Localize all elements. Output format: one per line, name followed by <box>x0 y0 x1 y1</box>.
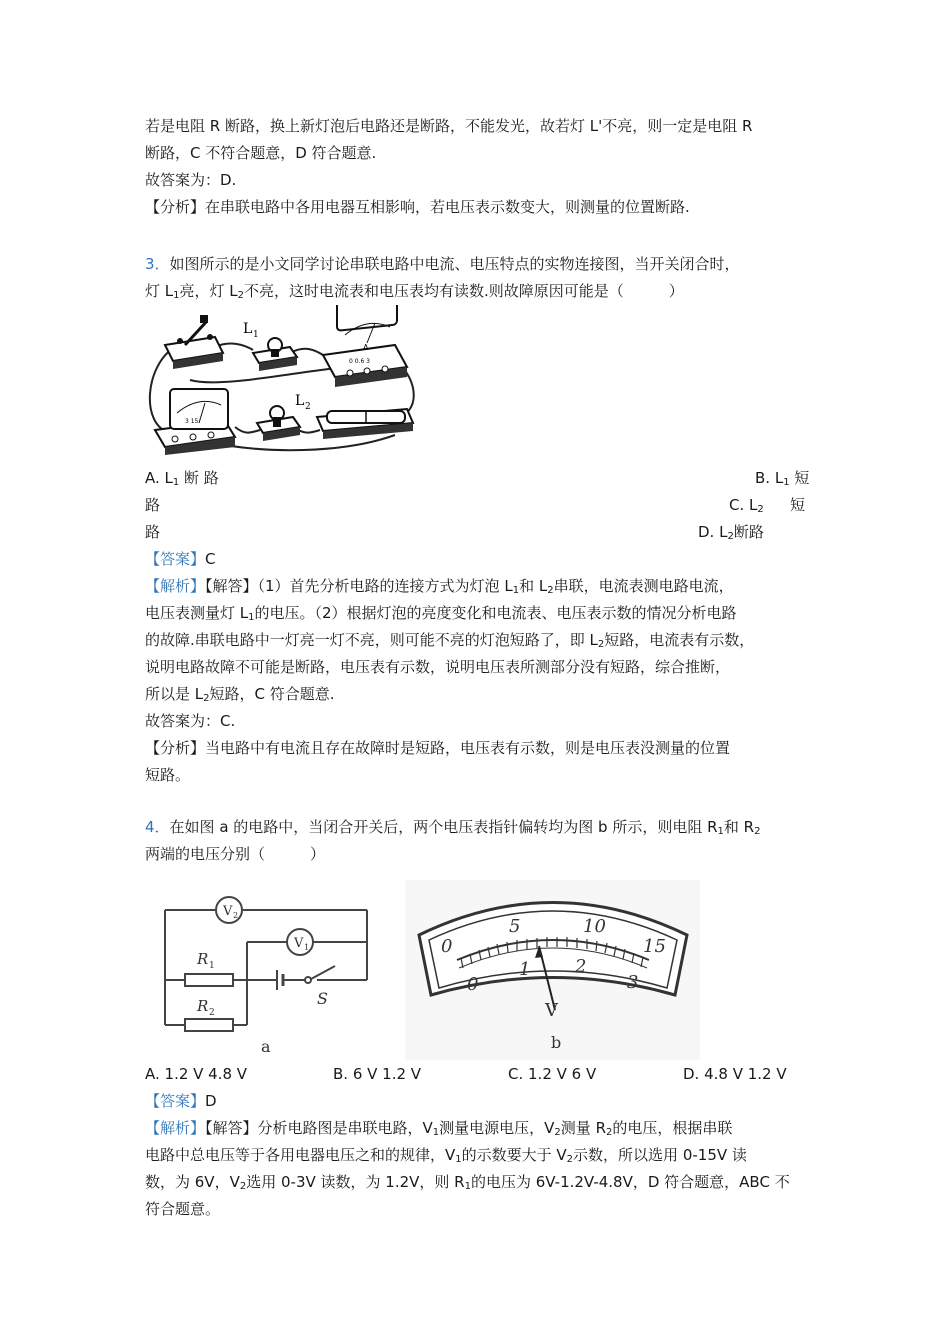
analysis-text: 电压表测量灯 L <box>145 604 249 622</box>
subscript: 2 <box>239 1181 247 1192</box>
subscript: 1 <box>783 477 790 488</box>
label-l2-sub: 2 <box>305 402 311 412</box>
question-4-stem-2: 两端的电压分别（ ） <box>145 845 326 863</box>
subscript: 1 <box>248 612 255 623</box>
label-l1-sub: 1 <box>253 330 259 340</box>
bottom-scale-label: 1 <box>519 959 531 980</box>
option-c-cont: 路 <box>145 523 161 541</box>
stem-text: 如图所示的是小文同学讨论串联电路中电流、电压特点的实物连接图，当开关闭合时， <box>169 255 740 273</box>
voltmeter-dial-b <box>405 880 700 1060</box>
battery-pack <box>317 409 413 439</box>
subscript: 1 <box>173 290 180 301</box>
option-text: 短 <box>789 469 810 487</box>
question-4-stem <box>145 817 760 837</box>
voltmeter <box>155 389 235 455</box>
analysis-text: 【解答】分析电路图是串联电路，V <box>205 1119 433 1137</box>
answer-value: D <box>205 1092 217 1110</box>
switch-s <box>305 966 335 1008</box>
subscript: 1 <box>455 1154 462 1165</box>
subscript: 2 <box>554 1127 561 1138</box>
battery <box>277 970 283 990</box>
stem-text: 灯 L <box>145 282 174 300</box>
bulb-l2 <box>257 393 311 441</box>
subscript: 2 <box>754 826 761 837</box>
v1-sub: 1 <box>304 943 310 952</box>
ammeter-scale: 0 0.6 3 <box>349 358 370 365</box>
r2-sub: 2 <box>209 1008 215 1018</box>
r1-label: R <box>197 950 209 968</box>
label-l1: L <box>243 321 253 337</box>
subscript: 2 <box>606 1127 613 1138</box>
option-d: D. 4.8 V 1.2 V <box>683 1065 787 1083</box>
subscript: 1 <box>432 1127 440 1138</box>
analysis-text: 的电压，根据串联 <box>612 1119 733 1137</box>
top-scale-label: 15 <box>643 936 666 957</box>
option-b: B. 6 V 1.2 V <box>333 1065 422 1083</box>
top-scale-label: 0 <box>441 936 453 957</box>
r1-sub: 1 <box>209 961 215 971</box>
stem-text: 亮，灯 L <box>179 282 238 300</box>
text-line: 故答案为：D. <box>145 171 237 189</box>
ammeter-letter: A <box>363 343 369 352</box>
option-text: 断路 <box>733 523 764 541</box>
analysis-tag: 【解析】 <box>145 577 206 595</box>
subscript: 1 <box>464 1181 471 1192</box>
answer-tag: 【答案】 <box>145 1092 206 1110</box>
top-scale-label: 10 <box>583 916 606 937</box>
bottom-scale-label: 3 <box>627 972 639 993</box>
option-b-cont: 路 <box>145 496 161 514</box>
circuit-figure-q3 <box>145 305 417 455</box>
text-line: 【分析】在串联电路中各用电器互相影响，若电压表示数变大，则测量的位置断路. <box>145 198 690 216</box>
label-l2: L <box>295 393 305 409</box>
analysis-line <box>145 684 335 704</box>
unit-label: V <box>545 1000 558 1021</box>
option-c <box>729 495 764 515</box>
answer-tag: 【答案】 <box>145 550 206 568</box>
option-text: A. L <box>145 469 173 487</box>
top-scale-label: 5 <box>509 916 521 937</box>
analysis-text: 选用 0-3V 读数，为 1.2V，则 R <box>246 1173 465 1191</box>
option-text: B. L <box>755 469 784 487</box>
question-3-stem-2 <box>145 281 684 301</box>
bottom-scale-label: 0 <box>467 974 479 995</box>
subscript: 2 <box>237 290 245 301</box>
voltmeter-v1 <box>287 929 313 955</box>
circuit-diagram-a <box>145 880 395 1060</box>
analysis-text: 数，为 6V，V <box>145 1173 240 1191</box>
stem-text: 不亮，这时电流表和电压表均有读数.则故障原因可能是（ ） <box>244 282 684 300</box>
analysis-text: 电路中总电压等于各用电器电压之和的规律，V <box>145 1146 456 1164</box>
analysis-text: 串联，电流表测电路电流， <box>553 577 734 595</box>
resistor-r2 <box>185 997 233 1031</box>
analysis-text: 的故障.串联电路中一灯亮一灯不亮，则可能不亮的灯泡短路了，即 L <box>145 631 598 649</box>
text-line: 断路，C 不符合题意，D 符合题意. <box>145 144 377 162</box>
figure-caption-b: b <box>551 1033 562 1052</box>
option-b <box>755 468 809 488</box>
figure-caption-a: a <box>261 1037 271 1056</box>
analysis-line <box>145 1118 732 1138</box>
analysis-text: 所以是 L <box>145 685 204 703</box>
option-text: D. L <box>698 523 728 541</box>
analysis-text: 【解答】（1）首先分析电路的连接方式为灯泡 L <box>205 577 513 595</box>
analysis-text: 的电压。（2）根据灯泡的亮度变化和电流表、电压表示数的情况分析电路 <box>254 604 737 622</box>
answer-line <box>145 1091 217 1111</box>
option-text: C. L <box>729 496 758 514</box>
subscript: 2 <box>547 585 554 596</box>
subscript: 2 <box>597 639 605 650</box>
subscript: 2 <box>566 1154 574 1165</box>
stem-text: 和 R <box>723 818 755 836</box>
analysis-line: 符合题意。 <box>145 1200 221 1218</box>
analysis-tag: 【解析】 <box>145 1119 206 1137</box>
bulb-l1 <box>243 321 297 371</box>
s-label: S <box>317 989 328 1008</box>
text-line: 若是电阻 R 断路，换上新灯泡后电路还是断路，不能发光，故若灯 L'不亮，则一定是电阻 R <box>145 117 753 135</box>
question-3-stem <box>145 254 740 274</box>
voltmeter-scale: 3 15 <box>185 418 199 425</box>
option-c-post: 短 <box>790 496 806 514</box>
option-c: C. 1.2 V 6 V <box>508 1065 597 1083</box>
subscript: 2 <box>757 504 764 515</box>
analysis-text: 的示数要大于 V <box>461 1146 567 1164</box>
v2-sub: 2 <box>233 911 239 920</box>
answer-line <box>145 549 216 569</box>
v2-label: V <box>223 904 233 919</box>
stem-text: 在如图 a 的电路中，当闭合开关后，两个电压表指针偏转均为图 b 所示，则电阻 R <box>169 818 718 836</box>
option-text: 断 路 <box>179 469 219 487</box>
analysis-line: 短路。 <box>145 766 191 784</box>
subscript: 1 <box>172 477 180 488</box>
ammeter <box>323 305 407 387</box>
option-d <box>698 522 764 542</box>
analysis-text: 短路，C 符合题意. <box>209 685 335 703</box>
subscript: 1 <box>717 826 724 837</box>
subscript: 2 <box>727 531 734 542</box>
analysis-text: 测量 R <box>560 1119 606 1137</box>
switch <box>165 315 223 369</box>
resistor-r1 <box>185 950 233 986</box>
analysis-line: 说明电路故障不可能是断路，电压表有示数，说明电压表所测部分没有短路，综合推断， <box>145 658 731 676</box>
wire <box>235 427 260 433</box>
analysis-line: 故答案为：C. <box>145 712 236 730</box>
analysis-line <box>145 603 737 623</box>
analysis-line <box>145 1145 747 1165</box>
analysis-line <box>145 630 754 650</box>
voltmeter-v2 <box>216 897 242 923</box>
answer-value: C <box>205 550 216 568</box>
question-number: 4． <box>145 818 170 836</box>
option-a: A. 1.2 V 4.8 V <box>145 1065 248 1083</box>
analysis-line <box>145 1172 790 1192</box>
analysis-text: 测量电源电压，V <box>439 1119 555 1137</box>
subscript: 1 <box>512 585 520 596</box>
analysis-line <box>145 576 734 596</box>
v1-label: V <box>294 936 304 951</box>
option-a <box>145 468 219 488</box>
analysis-text: 短路，电流表有示数， <box>604 631 755 649</box>
analysis-line: 【分析】当电路中有电流且存在故障时是短路，电压表有示数，则是电压表没测量的位置 <box>145 739 731 757</box>
r2-label: R <box>197 997 209 1015</box>
subscript: 2 <box>203 693 210 704</box>
analysis-text: 示数，所以选用 0-15V 读 <box>573 1146 747 1164</box>
analysis-text: 的电压为 6V-1.2V-4.8V，D 符合题意，ABC 不 <box>470 1173 790 1191</box>
analysis-text: 和 L <box>519 577 548 595</box>
question-number: 3． <box>145 255 170 273</box>
bottom-scale-label: 2 <box>575 956 587 977</box>
